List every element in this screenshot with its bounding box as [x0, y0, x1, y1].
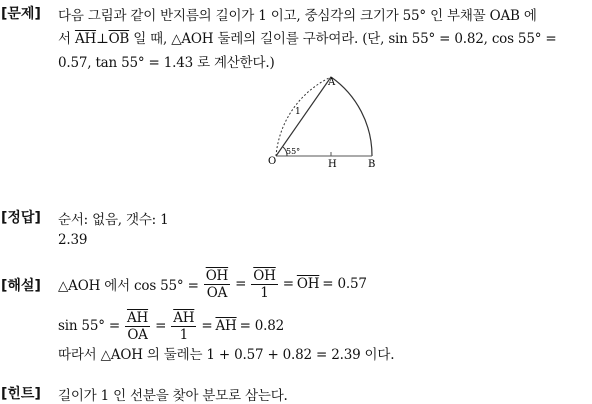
arc-ab [331, 77, 372, 156]
solution-line-1 [58, 264, 367, 304]
solution-line-1-prefix: △AOH 에서 cos 55° = [58, 278, 199, 294]
fraction-denominator: OA [127, 326, 148, 343]
fraction-ah-oa [125, 310, 150, 343]
fraction-oh-1 [251, 268, 277, 301]
label-radius: 1 [295, 107, 301, 117]
fraction-denominator: 1 [179, 326, 188, 343]
hint-label: [힌트] [1, 386, 41, 402]
answer-line-1: 순서: 없음, 갯수: 1 [58, 212, 169, 228]
fraction-denominator: OA [206, 284, 228, 301]
answer-line-2: 2.39 [58, 232, 88, 248]
label-a: A [328, 77, 336, 88]
fraction-oh-oa [204, 268, 230, 301]
hint-text: 길이가 1 인 선분을 찾아 분모로 삼는다. [58, 388, 288, 404]
segment-ob: $\overline{OB}$ [108, 31, 130, 47]
sector-figure [268, 72, 388, 172]
perpendicular-symbol: ⊥ [96, 31, 109, 47]
segment-ah: $\overline{AH}$ [74, 31, 97, 47]
solution-line-3: 따라서 △AOH 의 둘레는 1 + 0.57 + 0.82 = 2.39 이다. [58, 347, 395, 363]
fraction-numerator: $\overline{OH}$ [205, 267, 229, 284]
fraction-numerator: $\overline{AH}$ [126, 309, 149, 326]
label-angle: 55° [286, 147, 301, 156]
problem-line-2-suffix: 일 때, △AOH 둘레의 길이를 구하여라. (단, sin 55° = 0.82, cos 55° = [129, 31, 557, 47]
problem-label: [문제] [1, 6, 41, 22]
label-h: H [328, 159, 337, 170]
solution-line-2-suffix: = 0.82 [239, 318, 285, 334]
solution-line-2 [58, 306, 284, 346]
segment-oh: $\overline{OH}$ [296, 276, 320, 292]
equals-sign: = [235, 276, 247, 292]
fraction-numerator: $\overline{OH}$ [253, 267, 276, 284]
fraction-denominator: 1 [260, 284, 269, 301]
solution-label: [해설] [1, 278, 41, 294]
solution-line-2-prefix: sin 55° = [58, 318, 120, 334]
equals-sign: = [155, 318, 167, 334]
segment-oa-line [276, 77, 331, 156]
fraction-ah-1 [171, 310, 196, 343]
label-b: B [368, 159, 376, 170]
solution-line-1-suffix: = 0.57 [322, 276, 367, 292]
problem-line-1: 다음 그림과 같이 반지름의 길이가 1 이고, 중심각의 크기가 55° 인 부채꼴 OAB 에 [58, 8, 537, 24]
equals-sign: = [282, 276, 294, 292]
problem-line-3: 0.57, tan 55° = 1.43 로 계산한다.) [58, 55, 275, 71]
problem-line-2 [58, 27, 556, 47]
segment-ah: $\overline{AH}$ [215, 318, 237, 334]
answer-label: [정답] [1, 210, 41, 226]
equals-sign: = [201, 318, 213, 334]
fraction-numerator: $\overline{AH}$ [173, 309, 195, 326]
problem-line-2-prefix: 서 [58, 31, 75, 47]
label-o: O [268, 156, 277, 167]
